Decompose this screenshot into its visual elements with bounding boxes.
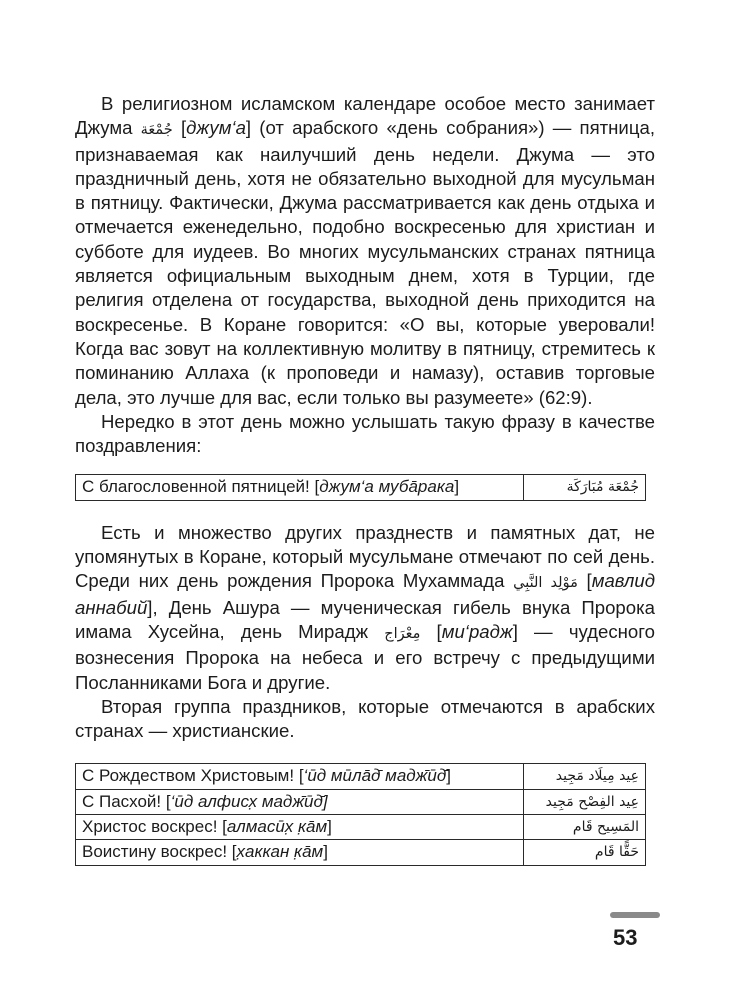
arabic-jumua: جُمْعَة [140,122,173,139]
russian-cell: Христос воскрес! [алмасӣх̣ к̣āм] [76,815,524,840]
russian-cell: Воистину воскрес! [х̣аккан к̣āм] [76,840,524,865]
table-row [76,840,646,865]
paragraph-holidays: Есть и множество других празднеств и памятных дат, не упомянутых в Коране, который мусульмане отмечают по сей день. Среди них день рождения Пророка Мухаммада مَوْلِد النَّبِي [мавлид аннабий], День Ашура — мученическая гибель внука Пророка имама Хусейна, день Мирадж مِعْرَاج [ми‘радж] — чудесного вознесения Пророка на небеса и его встречу с предыдущими Посланниками Бога и другие. [75,521,655,693]
russian-cell: С Пасхой! [‘ӣд алфисх̣ мадж̄ӣд̄] [76,789,524,814]
table-row [76,764,646,789]
body-text [75,92,655,866]
arabic-cell: المَسِيح قَام [524,815,646,840]
arabic-cell: حَقًّا قَام [524,840,646,865]
arabic-miraj: مِعْرَاج [384,625,421,642]
arabic-cell: جُمْعَة مُبَارَكَة [524,475,646,500]
paragraph-greeting-intro: Нередко в этот день можно услышать такую фразу в качестве поздравления: [75,410,655,457]
table-row [76,815,646,840]
christian-greetings-table [75,763,646,865]
arabic-cell: عِيد مِيلَاد مَجِيد [524,764,646,789]
russian-cell: С Рождеством Христовым! [‘ӣд мӣлāд̄ мадж̄ӣд̄] [76,764,524,789]
paragraph-christian: Вторая группа праздников, которые отмечаются в арабских странах — христианские. [75,695,655,742]
arabic-mawlid: مَوْلِد النَّبِي [513,575,578,592]
transliteration: джум‘а [186,117,246,139]
table-row [76,789,646,814]
arabic-cell: عِيد الفِصْح مَجِيد [524,789,646,814]
russian-cell: С благословенной пятницей! [джум‘а мубāрака] [76,475,524,500]
table-row [76,475,646,500]
page-number-bar [610,912,660,918]
paragraph-jumua: В религиозном исламском календаре особое место занимает Джума جُمْعَة [джум‘а] (от арабского «день собрания») — пятница, признаваемая как наилучший день недели. Джума — это праздничный день, хотя не обязательно выходной для мусульман в пятницу. Фактически, Джума рассматривается как день отдыха и отмечается еженедельно, подобно воскресенью для христиан и субботе для иудеев. Во многих мусульманских странах пятница является официальным выходным днем, хотя в Турции, где религия отделена от государства, выходной день приходится на воскресенье. В Коране говорится: «О вы, которые уверовали! Когда вас зовут на коллективную молитву в пятницу, стремитесь к поминанию Аллаха (к проповеди и намазу), оставив торговые дела, это лучше для вас, если только вы разумеете» (62:9). [75,93,655,408]
greeting-table [75,474,646,500]
page-number: 53 [613,925,638,950]
